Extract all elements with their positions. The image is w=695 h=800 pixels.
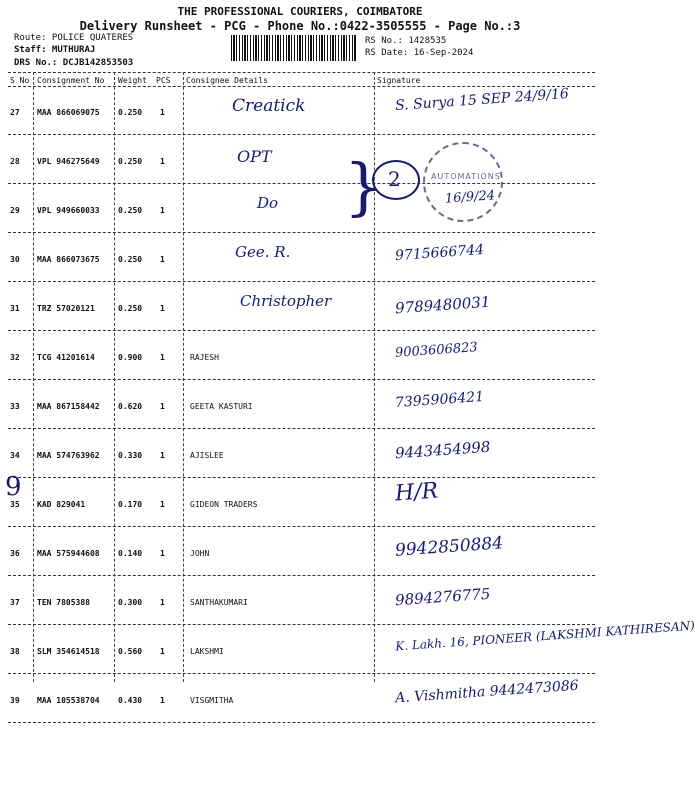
handwritten-consignee: Creatick	[232, 96, 306, 116]
handwritten-signature: H/R	[394, 478, 439, 507]
serial-number: 35	[10, 500, 20, 509]
table-row	[0, 429, 600, 478]
handwritten-consignee: Christopher	[240, 292, 332, 310]
staff-label: Staff: MUTHURAJ	[14, 45, 96, 55]
serial-number: 27	[10, 108, 20, 117]
col-header-consignee: Consignee Details	[186, 76, 268, 85]
consignment-number: TCG 41201614	[37, 353, 95, 362]
handwritten-signature: S. Surya 15 SEP 24/9/16	[394, 85, 570, 115]
weight-value: 0.250	[118, 304, 143, 313]
rs-number: RS No.: 1428535	[365, 36, 447, 46]
weight-value: 0.140	[118, 549, 143, 558]
drs-number: DRS No.: DCJB142853503	[14, 58, 134, 68]
table-row	[0, 478, 600, 527]
serial-number: 38	[10, 647, 20, 656]
consignment-number: MAA 866069075	[37, 108, 100, 117]
consignment-number: MAA 575944608	[37, 549, 100, 558]
table-row	[0, 331, 600, 380]
pieces-count: 1	[160, 451, 165, 460]
consignee-name: GIDEON TRADERS	[190, 500, 258, 509]
table-row	[0, 135, 600, 184]
runsheet-subtitle: Delivery Runsheet - PCG - Phone No.:0422-3505555 - Page No.:3	[79, 19, 521, 33]
table-row	[0, 618, 695, 674]
consignee-name: GEETA KASTURI	[190, 402, 253, 411]
weight-value: 0.620	[118, 402, 143, 411]
handwritten-signature: 9003606823	[394, 340, 479, 361]
serial-number: 33	[10, 402, 20, 411]
pieces-count: 1	[160, 157, 165, 166]
serial-number: 31	[10, 304, 20, 313]
consignment-number: KAD 829041	[37, 500, 86, 509]
weight-value: 0.900	[118, 353, 143, 362]
handwritten-consignee: Gee. R.	[235, 243, 291, 261]
table-row	[0, 674, 600, 723]
handwritten-signature: 16/9/24	[444, 188, 496, 207]
handwritten-consignee: Do	[257, 194, 279, 212]
consignment-number: MAA 867158442	[37, 402, 100, 411]
serial-number: 34	[10, 451, 20, 460]
table-row	[0, 380, 600, 429]
col-header-signature: Signature	[377, 76, 421, 85]
serial-number: 39	[10, 696, 20, 705]
weight-value: 0.300	[118, 598, 143, 607]
circled-number: 2	[388, 167, 401, 191]
brace-mark: }	[344, 150, 384, 223]
consignee-name: AJISLEE	[190, 451, 224, 460]
serial-number: 30	[10, 255, 20, 264]
weight-value: 0.430	[118, 696, 143, 705]
col-header-consignment: Consignment No	[37, 76, 105, 85]
serial-number: 36	[10, 549, 20, 558]
company-stamp	[423, 142, 503, 222]
pieces-count: 1	[160, 549, 165, 558]
company-title: THE PROFESSIONAL COURIERS, COIMBATORE	[177, 5, 423, 18]
table-row	[0, 184, 600, 233]
weight-value: 0.250	[118, 157, 143, 166]
weight-value: 0.560	[118, 647, 143, 656]
handwritten-signature: 9942850884	[394, 533, 504, 561]
table-row	[0, 527, 600, 576]
consignment-number: MAA 574763962	[37, 451, 100, 460]
handwritten-signature: 9715666744	[394, 241, 485, 265]
table-row	[0, 233, 600, 282]
margin-mark: 9	[5, 472, 22, 502]
col-header-weight: Weight	[118, 76, 147, 85]
consignment-number: VPL 949660033	[37, 206, 100, 215]
table-row	[0, 282, 600, 331]
row-separator	[8, 722, 595, 723]
consignment-number: TEN 7805388	[37, 598, 90, 607]
col-header-sno: S No	[10, 76, 30, 85]
consignee-name: RAJESH	[190, 353, 219, 362]
serial-number: 32	[10, 353, 20, 362]
consignee-name: JOHN	[190, 549, 210, 558]
consignment-number: MAA 866073675	[37, 255, 100, 264]
pieces-count: 1	[160, 304, 165, 313]
weight-value: 0.170	[118, 500, 143, 509]
handwritten-consignee: OPT	[237, 147, 272, 166]
weight-value: 0.330	[118, 451, 143, 460]
consignment-number: MAA 105538704	[37, 696, 100, 705]
pieces-count: 1	[160, 647, 165, 656]
col-header-pcs: PCS	[156, 76, 171, 85]
handwritten-signature: 9443454998	[394, 437, 491, 463]
pieces-count: 1	[160, 500, 165, 509]
handwritten-signature: 9789480031	[394, 292, 491, 318]
consignee-name: LAKSHMI	[190, 647, 224, 656]
barcode	[231, 35, 356, 61]
pieces-count: 1	[160, 353, 165, 362]
pieces-count: 1	[160, 696, 165, 705]
handwritten-signature: 9894276775	[394, 584, 491, 610]
serial-number: 37	[10, 598, 20, 607]
table-row	[0, 576, 600, 625]
weight-value: 0.250	[118, 255, 143, 264]
header-rule-top	[8, 72, 595, 73]
handwritten-signature: A. Vishmitha 9442473086	[394, 677, 580, 707]
pieces-count: 1	[160, 402, 165, 411]
handwritten-signature: K. Lakh. 16, PIONEER (LAKSHMI KATHIRESAN)	[394, 618, 695, 654]
handwritten-signature: 7395906421	[394, 388, 485, 412]
rs-date: RS Date: 16-Sep-2024	[365, 48, 474, 58]
consignment-number: TRZ 57020121	[37, 304, 95, 313]
stamp-text: AUTOMATIONS	[431, 172, 501, 181]
pieces-count: 1	[160, 108, 165, 117]
weight-value: 0.250	[118, 108, 143, 117]
pieces-count: 1	[160, 255, 165, 264]
weight-value: 0.250	[118, 206, 143, 215]
pieces-count: 1	[160, 598, 165, 607]
table-row	[0, 86, 600, 135]
serial-number: 28	[10, 157, 20, 166]
pieces-count: 1	[160, 206, 165, 215]
route-label: Route: POLICE QUATERES	[14, 33, 134, 43]
consignee-name: VISGMITHA	[190, 696, 234, 705]
consignment-number: SLM 354614518	[37, 647, 100, 656]
consignment-number: VPL 946275649	[37, 157, 100, 166]
serial-number: 29	[10, 206, 20, 215]
consignee-name: SANTHAKUMARI	[190, 598, 248, 607]
